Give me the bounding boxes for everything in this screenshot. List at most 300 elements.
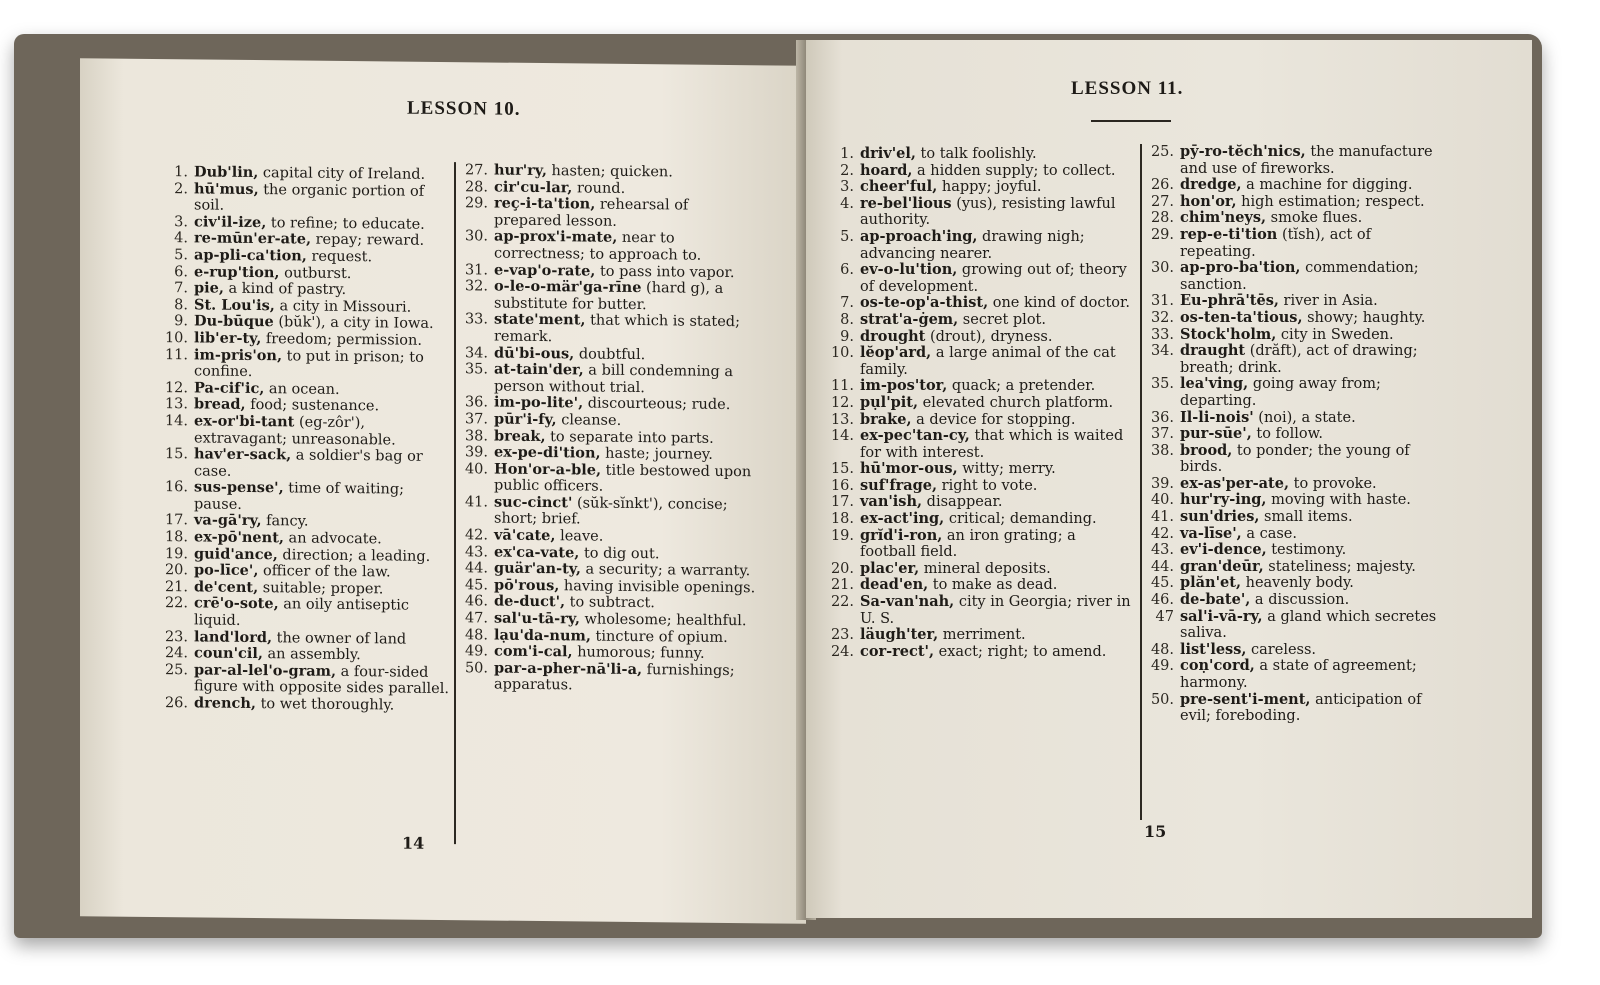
vocab-entry xyxy=(460,229,760,265)
entry-definition: a soldier's bag or case. xyxy=(194,447,423,480)
entry-text xyxy=(860,644,1136,661)
entry-number: 26. xyxy=(164,695,188,712)
entry-text xyxy=(860,179,1136,196)
entry-text xyxy=(860,163,1136,180)
entry-definition: city in Georgia; river in U. S. xyxy=(860,594,1131,627)
entry-text xyxy=(1180,376,1446,409)
entry-definition: rehearsal of prepared lesson. xyxy=(494,196,689,230)
vocab-entry xyxy=(826,179,1136,196)
entry-word: Dub'lin, xyxy=(194,163,259,182)
entry-word: bread, xyxy=(194,395,246,414)
entry-number: 34. xyxy=(464,344,488,362)
entry-text xyxy=(860,295,1136,312)
entry-text xyxy=(194,446,450,482)
entry-word: ex-act'ing, xyxy=(860,510,945,528)
entry-number: 32. xyxy=(1150,309,1174,326)
entry-word: crē'o-sote, xyxy=(194,594,279,613)
entry-text xyxy=(494,229,760,265)
entry-number: 45. xyxy=(464,577,488,594)
vocab-entry xyxy=(460,660,760,696)
vocab-entry xyxy=(1146,144,1446,177)
vocab-entry xyxy=(460,278,760,314)
entry-word: ex-pe-di'tion, xyxy=(494,443,601,462)
vocab-entry xyxy=(826,395,1136,412)
vocab-entry xyxy=(826,478,1136,495)
vocab-entry xyxy=(1146,592,1446,609)
vocab-entry xyxy=(826,163,1136,180)
vocab-entry xyxy=(826,561,1136,578)
entry-word: ap-prox'i-mate, xyxy=(494,227,618,247)
entry-word: Stock'holm, xyxy=(1180,325,1277,343)
entry-word: guär'an-ty, xyxy=(494,559,581,578)
entry-number: 27. xyxy=(464,162,488,179)
entry-text xyxy=(1180,658,1446,691)
entry-number: 8. xyxy=(840,311,854,328)
entry-word: civ'il-ize, xyxy=(194,213,267,231)
vocab-entry xyxy=(1146,658,1446,691)
entry-word: pụl'pit, xyxy=(860,393,919,411)
entry-text xyxy=(860,395,1136,412)
entry-number: 12. xyxy=(830,394,854,411)
entry-text xyxy=(1180,526,1446,543)
entry-number: 6. xyxy=(174,263,188,280)
entry-number: 10. xyxy=(830,345,854,362)
entry-text xyxy=(1180,642,1446,659)
vocab-entry xyxy=(826,627,1136,644)
entry-number: 43. xyxy=(464,543,488,561)
entry-number: 39. xyxy=(1150,475,1174,492)
entry-number: 21. xyxy=(830,577,854,594)
entry-text xyxy=(1180,692,1446,725)
entry-text xyxy=(860,229,1136,262)
entry-number: 14. xyxy=(830,428,854,445)
entry-number: 30. xyxy=(1150,260,1174,277)
vocab-entry xyxy=(826,528,1136,561)
entry-definition: a device for stopping. xyxy=(911,411,1076,428)
entry-number: 37. xyxy=(1150,426,1174,443)
entry-definition: stateliness; majesty. xyxy=(1263,558,1416,575)
entry-definition: drawing nigh; advancing nearer. xyxy=(860,228,1085,262)
entry-definition: suitable; proper. xyxy=(258,579,384,598)
entry-word: ex-as'per-ate, xyxy=(1180,474,1290,492)
vocab-entry xyxy=(1146,575,1446,592)
entry-word: hav'er-sack, xyxy=(194,445,292,464)
entry-number: 1. xyxy=(174,164,188,181)
entry-word: pur-sūe', xyxy=(1180,425,1252,443)
entry-definition: humorous; funny. xyxy=(572,644,705,662)
entry-number: 5. xyxy=(840,228,854,245)
entry-number: 3. xyxy=(174,213,188,231)
entry-word: läugh'ter, xyxy=(860,626,939,644)
entry-definition: commendation; sanction. xyxy=(1180,260,1419,293)
entry-definition: near to correctness; to approach to. xyxy=(494,230,702,264)
vocab-entry xyxy=(1146,609,1446,642)
entry-word: cir'cu-lar, xyxy=(494,178,573,196)
entry-word: ex-pec'tan-cy, xyxy=(860,427,970,445)
vocab-entry xyxy=(1146,260,1446,293)
entry-word: Il-li-nois' xyxy=(1180,408,1254,426)
entry-definition: happy; joyful. xyxy=(937,179,1042,196)
entry-word: ap-pli-ca'tion, xyxy=(194,246,307,265)
lesson-11-column-1 xyxy=(826,146,1136,660)
entry-number: 41. xyxy=(1150,509,1174,526)
entry-text xyxy=(860,627,1136,644)
entry-text xyxy=(194,662,450,698)
vocab-entry xyxy=(826,229,1136,262)
entry-number: 31. xyxy=(464,261,488,279)
entry-text xyxy=(1180,194,1446,211)
entry-number: 42. xyxy=(464,527,488,544)
entry-number: 29. xyxy=(1150,226,1174,243)
entry-word: plăn'et, xyxy=(1180,574,1241,592)
entry-definition: a four-sided figure with opposite sides parallel. xyxy=(194,663,449,698)
entry-number: 43. xyxy=(1150,542,1174,559)
entry-word: pūr'i-fy, xyxy=(494,410,557,429)
entry-definition: the organic portion of soil. xyxy=(194,181,425,214)
entry-word: van'ish, xyxy=(860,493,923,511)
entry-number: 18. xyxy=(830,511,854,528)
entry-number: 1. xyxy=(840,146,854,162)
entry-text xyxy=(494,461,760,497)
entry-word: state'ment, xyxy=(494,310,586,329)
entry-word: ev'i-dence, xyxy=(1180,541,1267,559)
entry-word: driv'el, xyxy=(860,145,916,162)
vocab-entry xyxy=(1146,343,1446,376)
entry-text xyxy=(860,196,1136,229)
entry-number: 18. xyxy=(164,529,188,546)
entry-number: 15. xyxy=(164,446,188,463)
entry-word: dū'bi-ous, xyxy=(494,344,575,362)
vocab-entry xyxy=(826,577,1136,594)
entry-word: de'cent, xyxy=(194,578,259,596)
entry-text xyxy=(1180,293,1446,310)
entry-number: 31. xyxy=(1150,293,1174,310)
vocab-entry xyxy=(1146,526,1446,543)
entry-number: 13. xyxy=(830,411,854,428)
lesson-11-title: LESSON 11. xyxy=(1071,78,1184,99)
entry-word: hur'ry-ing, xyxy=(1180,491,1267,509)
entry-text xyxy=(494,660,760,696)
vocab-entry xyxy=(1146,559,1446,576)
entry-definition: elevated church platform. xyxy=(918,394,1114,411)
entry-word: re-bel'lious xyxy=(860,194,952,212)
entry-number: 47. xyxy=(464,610,488,627)
entry-definition: smoke flues. xyxy=(1266,210,1363,227)
entry-definition: capital city of Ireland. xyxy=(258,165,426,183)
entry-definition: haste; journey. xyxy=(600,445,713,463)
entry-number: 19. xyxy=(164,545,188,562)
entry-number: 5. xyxy=(174,247,188,264)
entry-word: ev-o-lu'tion, xyxy=(860,261,958,279)
entry-word: rep-e-ti'tion xyxy=(1180,225,1278,243)
entry-definition: direction; a leading. xyxy=(277,546,431,565)
entry-definition: to ponder; the young of birds. xyxy=(1180,442,1410,476)
vocab-entry xyxy=(1146,509,1446,526)
entry-definition: (drout), dryness. xyxy=(925,328,1053,345)
entry-definition: discourteous; rude. xyxy=(583,395,731,414)
entry-text xyxy=(1180,343,1446,376)
entry-number: 38. xyxy=(464,427,488,444)
entry-definition: disappear. xyxy=(922,494,1003,511)
entry-definition: anticipation of evil; foreboding. xyxy=(1180,691,1422,725)
entry-word: plac'er, xyxy=(860,559,920,577)
entry-text xyxy=(1180,609,1446,642)
entry-definition: cleanse. xyxy=(556,412,622,429)
entry-text xyxy=(494,279,760,315)
entry-text xyxy=(194,413,450,449)
entry-word: brood, xyxy=(1180,441,1233,459)
title-rule xyxy=(1091,120,1171,122)
page-number-15: 15 xyxy=(1144,822,1167,841)
entry-definition: to separate into parts. xyxy=(545,428,714,447)
lesson-10-title: LESSON 10. xyxy=(407,97,521,120)
entry-number: 28. xyxy=(1150,210,1174,227)
entry-definition: showy; haughty. xyxy=(1302,309,1426,326)
vocab-entry xyxy=(460,312,760,348)
entry-definition: a kind of pastry. xyxy=(223,280,347,299)
entry-definition: doubtful. xyxy=(574,345,646,363)
entry-number: 35. xyxy=(464,361,488,378)
vocab-entry xyxy=(160,413,450,449)
entry-number: 10. xyxy=(164,330,188,347)
entry-word: hur'ry, xyxy=(494,161,547,180)
entry-text xyxy=(494,312,760,348)
entry-text xyxy=(1180,492,1446,509)
entry-definition: moving with haste. xyxy=(1266,492,1411,509)
entry-number: 32. xyxy=(464,278,488,295)
entry-word: at-tain'der, xyxy=(494,360,584,379)
vocab-entry xyxy=(826,295,1136,312)
entry-text xyxy=(860,412,1136,429)
entry-text xyxy=(194,347,450,383)
entry-text xyxy=(860,146,1136,163)
entry-word: vā'cate, xyxy=(494,526,556,545)
entry-text xyxy=(860,478,1136,495)
entry-number: 44. xyxy=(464,560,488,577)
entry-word: ap-pro-ba'tion, xyxy=(1180,259,1301,277)
vocab-entry xyxy=(160,181,450,217)
entry-number: 22. xyxy=(830,594,854,611)
entry-word: St. Lou'is, xyxy=(194,296,275,314)
entry-number: 24. xyxy=(164,645,188,662)
entry-text xyxy=(860,461,1136,478)
entry-definition: request. xyxy=(306,248,373,266)
entry-definition: time of waiting; pause. xyxy=(194,480,405,513)
entry-definition: to put in prison; to confine. xyxy=(194,347,424,381)
entry-word: va-līse', xyxy=(1180,524,1242,542)
vocab-entry xyxy=(1146,492,1446,509)
entry-definition: right to vote. xyxy=(937,477,1038,494)
entry-number: 46. xyxy=(464,593,488,610)
entry-word: grĭd'i-ron, xyxy=(860,526,943,544)
entry-definition: to make as dead. xyxy=(928,577,1058,594)
entry-number: 21. xyxy=(164,578,188,596)
entry-number: 48. xyxy=(464,626,488,644)
entry-definition: the manufacture and use of fireworks. xyxy=(1180,144,1433,177)
vocab-entry xyxy=(826,146,1136,163)
entry-word: Sa-van'nah, xyxy=(860,593,955,611)
entry-number: 41. xyxy=(464,494,488,511)
entry-text xyxy=(860,528,1136,561)
entry-number: 35. xyxy=(1150,376,1174,393)
entry-word: os-ten-ta'tious, xyxy=(1180,308,1303,326)
entry-text xyxy=(1180,443,1446,476)
entry-number: 25. xyxy=(1150,144,1174,160)
vocab-entry xyxy=(1146,476,1446,493)
entry-definition: a bill condemning a person without trial. xyxy=(494,362,734,396)
vocab-entry xyxy=(1146,410,1446,427)
entry-word: draught xyxy=(1180,342,1246,360)
entry-word: po-līce', xyxy=(194,561,259,580)
entry-definition: an oily antiseptic liquid. xyxy=(194,596,409,629)
entry-definition: fancy. xyxy=(261,513,309,531)
entry-word: os-te-op'a-thist, xyxy=(860,294,989,312)
entry-number: 12. xyxy=(164,379,188,397)
entry-text xyxy=(1180,144,1446,177)
entry-definition: the owner of land xyxy=(272,629,407,648)
entry-definition: one kind of doctor. xyxy=(988,295,1130,312)
entry-definition: a discussion. xyxy=(1250,592,1350,609)
entry-number: 47 xyxy=(1155,608,1174,625)
entry-definition: (hard g), a substitute for butter. xyxy=(494,280,724,313)
entry-text xyxy=(1180,509,1446,526)
entry-word: guid'ance, xyxy=(194,545,278,563)
entry-word: cor-rect', xyxy=(860,642,935,660)
entry-number: 7. xyxy=(174,280,188,297)
vocab-entry xyxy=(1146,310,1446,327)
entry-word: pie, xyxy=(194,279,224,297)
entry-number: 11. xyxy=(830,378,854,395)
entry-number: 26. xyxy=(1150,177,1174,194)
entry-number: 17. xyxy=(830,494,854,511)
vocab-entry xyxy=(1146,227,1446,260)
entry-number: 25. xyxy=(164,661,188,679)
vocab-entry xyxy=(826,428,1136,461)
entry-number: 40. xyxy=(1150,492,1174,509)
entry-definition: a case. xyxy=(1241,525,1297,542)
entry-word: Du-būque xyxy=(194,312,274,331)
entry-definition: food; sustenance. xyxy=(245,397,380,415)
entry-number: 44. xyxy=(1150,558,1174,575)
entry-word: gran'deūr, xyxy=(1180,557,1264,575)
entry-word: coun'cil, xyxy=(194,644,263,663)
entry-number: 4. xyxy=(840,195,854,212)
vocab-entry xyxy=(160,446,450,482)
vocab-entry xyxy=(826,196,1136,229)
page-number-14: 14 xyxy=(402,833,425,853)
entry-text xyxy=(194,596,450,632)
entry-number: 33. xyxy=(1150,326,1174,343)
entry-number: 30. xyxy=(464,228,488,245)
entry-text xyxy=(1180,310,1446,327)
entry-word: suc-cinct' xyxy=(494,493,573,512)
entry-definition: tincture of opium. xyxy=(590,628,728,646)
entry-text xyxy=(1180,227,1446,260)
entry-word: chim'neys, xyxy=(1180,209,1267,227)
entry-definition: wholesome; healthful. xyxy=(579,611,747,630)
entry-definition: to dig out. xyxy=(579,545,660,562)
entry-text xyxy=(860,594,1136,627)
entry-word: lĕop'ard, xyxy=(860,344,932,362)
entry-word: sal'i-vā-ry, xyxy=(1180,607,1263,625)
entry-word: im-pos'tor, xyxy=(860,377,948,395)
entry-number: 2. xyxy=(840,162,854,179)
vocab-entry xyxy=(826,644,1136,661)
entry-number: 45. xyxy=(1150,575,1174,592)
vocab-entry xyxy=(160,479,450,515)
entry-number: 36. xyxy=(464,394,488,411)
entry-number: 2. xyxy=(174,180,188,197)
entry-word: ex'ca-vate, xyxy=(494,543,580,562)
entry-word: lạu'da-num, xyxy=(494,626,591,645)
entry-number: 48. xyxy=(1150,641,1174,658)
entry-text xyxy=(194,695,450,714)
vocab-entry xyxy=(826,262,1136,295)
entry-number: 8. xyxy=(174,296,188,314)
entry-definition: going away from; departing. xyxy=(1180,376,1381,409)
entry-definition: repay; reward. xyxy=(311,231,425,250)
entry-text xyxy=(1180,327,1446,344)
entry-definition: a hidden supply; to collect. xyxy=(912,162,1116,179)
entry-definition: secret plot. xyxy=(958,311,1046,328)
entry-text xyxy=(1180,260,1446,293)
entry-text xyxy=(860,428,1136,461)
entry-definition: an iron grating; a football field. xyxy=(860,527,1076,561)
entry-definition: city in Sweden. xyxy=(1276,326,1394,343)
entry-definition: to follow. xyxy=(1251,426,1323,443)
entry-word: sus-pense', xyxy=(194,478,284,497)
vocab-entry xyxy=(1146,293,1446,310)
entry-number: 16. xyxy=(830,477,854,494)
vocab-entry xyxy=(460,361,760,397)
entry-number: 23. xyxy=(830,627,854,644)
entry-word: ap-proach'ing, xyxy=(860,227,978,245)
entry-word: im-pris'on, xyxy=(194,345,283,364)
entry-text xyxy=(1180,575,1446,592)
entry-word: par-al-lel'o-gram, xyxy=(194,661,337,680)
vocab-entry xyxy=(460,461,760,497)
entry-word: sal'u-tā-ry, xyxy=(494,609,580,628)
entry-definition: (yus), resisting lawful authority. xyxy=(860,195,1116,229)
left-page xyxy=(80,58,806,924)
entry-word: brake, xyxy=(860,410,912,428)
entry-word: pȳ-ro-tĕch'nics, xyxy=(1180,143,1306,160)
entry-definition: an assembly. xyxy=(262,646,361,664)
vocab-entry xyxy=(1146,376,1446,409)
entry-number: 49. xyxy=(464,643,488,660)
column-divider xyxy=(454,162,456,844)
entry-definition: (eg-zôr'), extravagant; unreasonable. xyxy=(194,414,396,449)
vocab-entry xyxy=(826,511,1136,528)
entry-word: de-bate', xyxy=(1180,591,1251,609)
entry-definition: critical; demanding. xyxy=(944,511,1097,528)
entry-number: 6. xyxy=(840,262,854,279)
vocab-entry xyxy=(1146,210,1446,227)
vocab-entry xyxy=(1146,177,1446,194)
entry-definition: outburst. xyxy=(279,264,352,282)
entry-definition: (drăft), act of drawing; breath; drink. xyxy=(1180,343,1418,376)
entry-word: lib'er-ty, xyxy=(194,329,262,348)
entry-number: 20. xyxy=(164,562,188,579)
entry-number: 38. xyxy=(1150,442,1174,459)
entry-definition: title bestowed upon public officers. xyxy=(494,462,752,495)
entry-number: 11. xyxy=(164,346,188,363)
entry-word: Pa-cif'ic, xyxy=(194,379,265,397)
entry-number: 50. xyxy=(1150,691,1174,708)
entry-definition: careless. xyxy=(1246,641,1317,658)
vocab-entry xyxy=(1146,194,1446,211)
entry-definition: an ocean. xyxy=(264,380,340,398)
